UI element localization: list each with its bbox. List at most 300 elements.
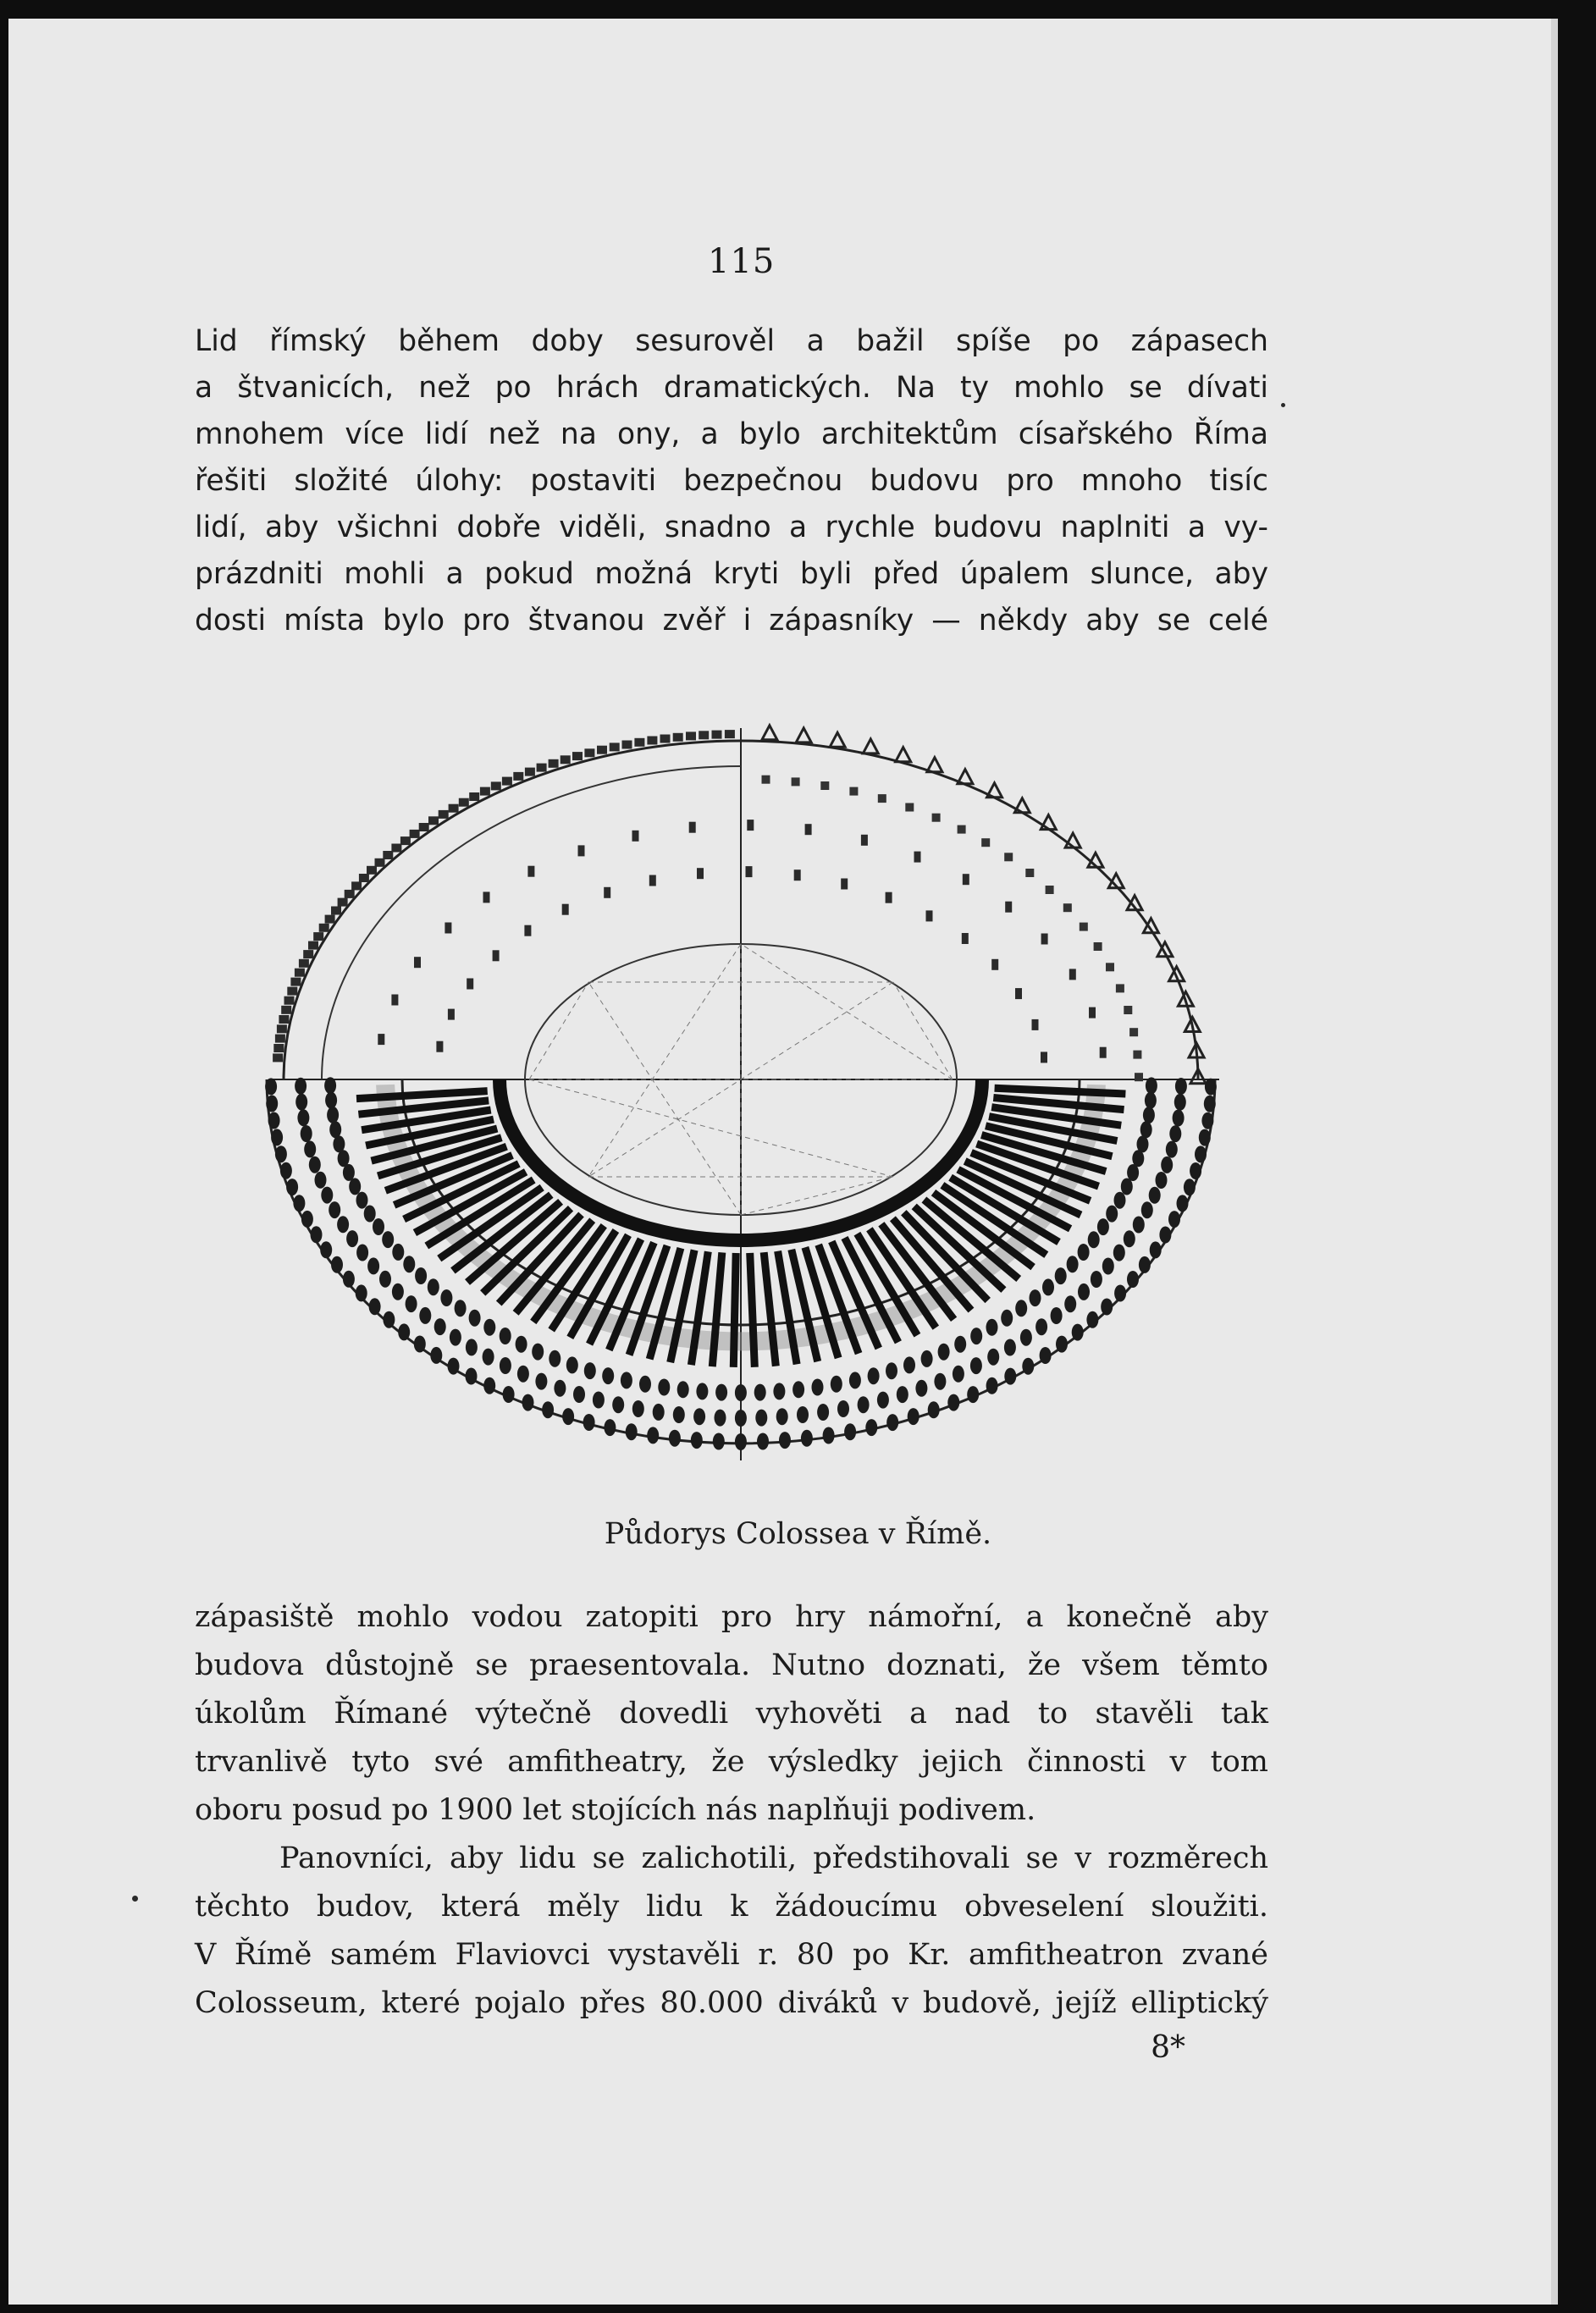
pier-mark [1161, 1156, 1173, 1173]
outer-wall-fragment [273, 1053, 283, 1062]
pier-mark [1040, 1347, 1052, 1364]
outer-wall-fragment [686, 731, 696, 740]
construction-line [588, 944, 741, 1177]
pier-mark [970, 1357, 982, 1374]
text-line: Panovníci, aby lidu se zalichotili, předstihovali se v rozměrech [279, 1841, 1268, 1875]
pier-mark [532, 1344, 544, 1361]
pier-mark [1133, 1217, 1145, 1234]
pier-mark [522, 1394, 534, 1411]
pier-mark [1022, 1358, 1034, 1375]
paragraph-2 [195, 1593, 1268, 2028]
pier-mark [500, 1357, 511, 1374]
outer-wall-fragment [359, 874, 369, 882]
pier-mark [392, 1283, 404, 1300]
pier-mark [1055, 1267, 1067, 1284]
pier-mark [1168, 1211, 1180, 1228]
arch-mark [1041, 815, 1056, 830]
pier-mark [691, 1432, 703, 1449]
pier-mark [963, 874, 969, 885]
pier-mark [1063, 903, 1072, 912]
pier-mark [469, 1310, 481, 1327]
outer-wall-fragment [345, 890, 355, 898]
radial-wall [750, 1253, 755, 1367]
radial-wall [733, 1253, 736, 1367]
pier-mark [266, 1096, 278, 1112]
pier-mark [271, 1129, 283, 1145]
outer-wall-fragment [331, 907, 341, 915]
pier-mark [958, 825, 966, 834]
pier-mark [1124, 1006, 1132, 1014]
outer-wall-fragment [634, 738, 644, 747]
outer-wall-fragment [428, 816, 439, 825]
pier-mark [414, 1336, 426, 1353]
outer-wall-fragment [319, 924, 329, 932]
pier-mark [356, 1192, 368, 1209]
pier-mark [868, 1367, 880, 1384]
pier-mark [554, 1380, 566, 1397]
pier-mark [325, 1092, 337, 1109]
pier-mark [812, 1379, 824, 1396]
pier-mark [776, 1408, 788, 1425]
outer-wall-fragment [400, 836, 411, 845]
outer-wall-fragment [622, 741, 632, 749]
outer-wall-fragment [597, 746, 607, 754]
pier-mark [986, 1377, 998, 1394]
pier-mark [970, 1328, 982, 1344]
outer-wall-fragment [351, 881, 362, 890]
outer-wall-fragment [303, 950, 313, 958]
pier-mark [1102, 1258, 1114, 1275]
pier-mark [329, 1201, 340, 1218]
pier-mark [1078, 1244, 1090, 1261]
pier-mark [549, 1350, 561, 1367]
outer-wall-fragment [480, 787, 490, 796]
pier-mark [1041, 1052, 1047, 1063]
outer-wall-fragment [279, 1015, 289, 1024]
pier-mark [1020, 1329, 1032, 1346]
pier-mark [981, 838, 990, 847]
pier-mark [861, 835, 868, 846]
text-line: prázdniti mohli a pokud možná kryti byli před úpalem slunce, aby [195, 557, 1268, 591]
pier-mark [632, 831, 639, 842]
pier-mark [1135, 1073, 1143, 1081]
pier-mark [1100, 1047, 1107, 1058]
pier-mark [1089, 1007, 1096, 1018]
pier-mark [440, 1289, 452, 1306]
outer-wall-fragment [513, 772, 523, 781]
pier-mark [1145, 1092, 1157, 1109]
pier-mark [757, 1433, 769, 1450]
pier-mark [1133, 1051, 1141, 1059]
radial-wall [356, 1091, 488, 1099]
text-line: těchto budov, která měly lidu k žádoucímu obveselení sloužiti. [195, 1890, 1268, 1924]
outer-wall-fragment [647, 737, 657, 745]
pier-mark [1001, 1310, 1013, 1327]
pier-mark [1184, 1179, 1196, 1195]
outer-wall-fragment [308, 941, 318, 950]
text-line: Colosseum, které pojalo přes 80.000 diváků v budově, jejíž elliptický [195, 1986, 1268, 2020]
arch-mark [896, 748, 911, 762]
pier-mark [792, 777, 800, 786]
pier-mark [823, 1427, 835, 1444]
pier-mark [1195, 1145, 1207, 1162]
pier-mark [1190, 1162, 1201, 1179]
pier-mark [639, 1376, 651, 1393]
pier-mark [392, 1244, 404, 1261]
outer-wall-fragment [439, 810, 449, 819]
pier-mark [583, 1414, 595, 1431]
pier-mark [1097, 1218, 1109, 1235]
pier-mark [1114, 1285, 1126, 1302]
pier-mark [735, 1433, 747, 1450]
pier-mark [747, 820, 754, 831]
pier-mark [483, 1349, 494, 1366]
pier-mark [1159, 1227, 1171, 1244]
pier-mark [1042, 1278, 1054, 1295]
outer-wall-fragment [459, 798, 469, 807]
pier-mark [1086, 1311, 1098, 1328]
outer-wall-fragment [375, 858, 385, 867]
arch-mark [830, 732, 845, 747]
pier-mark [658, 1379, 670, 1396]
pier-mark [578, 845, 585, 856]
pier-mark [1139, 1256, 1151, 1273]
outer-wall-fragment [313, 932, 323, 941]
pier-mark [584, 1362, 596, 1379]
outer-wall-fragment [725, 730, 735, 738]
pier-mark [356, 1284, 367, 1301]
outer-wall-fragment [391, 844, 401, 853]
pier-mark [612, 1396, 624, 1413]
pier-mark [715, 1410, 726, 1427]
text-line: dosti místa bylo pro štvanou zvěř i zápasníky — někdy aby se celé [195, 604, 1268, 638]
pier-mark [1140, 1121, 1152, 1138]
pier-mark [1004, 853, 1013, 861]
pier-mark [934, 1373, 946, 1390]
pier-mark [329, 1121, 341, 1138]
pier-mark [434, 1318, 446, 1335]
pier-mark [268, 1112, 280, 1129]
pier-mark [713, 1433, 725, 1450]
pier-mark [696, 1383, 708, 1399]
pier-mark [621, 1372, 632, 1388]
pier-mark [886, 1362, 897, 1379]
inner-wall-arc [322, 766, 741, 1079]
pier-mark [986, 1319, 998, 1336]
pier-mark [1204, 1096, 1216, 1112]
pier-mark [414, 957, 421, 968]
scan-speck [1281, 403, 1285, 407]
pier-mark [391, 995, 398, 1006]
outer-wall-fragment [287, 987, 297, 996]
pier-mark [697, 868, 704, 879]
outer-wall-fragment [275, 1035, 285, 1043]
pier-mark [562, 1408, 574, 1425]
pier-mark [1004, 1368, 1016, 1385]
pier-mark [858, 1396, 870, 1413]
outer-wall-fragment [502, 777, 512, 786]
pier-mark [1113, 1245, 1125, 1261]
pier-mark [349, 1178, 361, 1195]
pier-mark [337, 1216, 349, 1233]
pier-mark [516, 1336, 527, 1353]
text-line: úkolům Římané výtečně dovedli vyhověti a nad to stavěli tak [195, 1697, 1268, 1731]
pier-mark [327, 1107, 339, 1123]
outer-wall-fragment [572, 752, 583, 760]
pier-mark [773, 1383, 785, 1399]
page-number: 115 [708, 242, 776, 281]
pier-mark [297, 1109, 309, 1126]
pier-mark [905, 803, 914, 812]
pier-mark [967, 1386, 979, 1403]
construction-line [588, 982, 741, 1215]
pier-mark [321, 1187, 333, 1204]
signature-mark: 8* [1151, 2030, 1185, 2065]
pier-mark [831, 1376, 842, 1393]
pier-mark [1094, 942, 1102, 951]
outer-wall-fragment [699, 731, 709, 739]
pier-mark [527, 866, 534, 877]
pier-mark [897, 1386, 908, 1403]
pier-mark [1069, 969, 1076, 980]
pier-mark [677, 1381, 689, 1398]
pier-mark [309, 1156, 321, 1173]
pier-mark [524, 925, 531, 936]
pier-mark [275, 1145, 287, 1162]
pier-mark [324, 1077, 336, 1094]
pier-mark [542, 1401, 554, 1418]
pier-mark [755, 1410, 767, 1427]
pier-mark [647, 1427, 659, 1444]
pier-mark [1199, 1129, 1211, 1146]
figure-caption: Půdorys Colossea v Římě. [604, 1517, 992, 1551]
pier-mark [466, 1339, 478, 1355]
pier-mark [1150, 1241, 1162, 1258]
arch-mark [796, 728, 811, 742]
pier-mark [483, 892, 490, 903]
pier-mark [878, 794, 886, 803]
pier-mark [466, 1368, 478, 1385]
pier-mark [293, 1195, 305, 1212]
pier-mark [493, 950, 500, 961]
text-line: budova důstojně se praesentovala. Nutno doznati, že všem těmto [195, 1648, 1268, 1682]
pier-mark [1129, 1028, 1138, 1036]
pier-mark [311, 1226, 323, 1243]
outer-wall-fragment [549, 759, 559, 768]
pier-mark [295, 1094, 307, 1111]
paragraph-1 [195, 318, 1268, 644]
pier-mark [932, 814, 941, 822]
pier-mark [1156, 1172, 1168, 1189]
pier-mark [1106, 1206, 1118, 1223]
pier-mark [632, 1400, 644, 1417]
pier-mark [689, 822, 696, 833]
pier-mark [754, 1384, 766, 1401]
pier-mark [436, 1041, 443, 1052]
pier-mark [849, 787, 858, 796]
pier-mark [844, 1423, 856, 1440]
pier-mark [626, 1423, 638, 1440]
pier-mark [448, 1358, 460, 1375]
pier-mark [1051, 1307, 1063, 1324]
pier-mark [320, 1241, 332, 1258]
pier-mark [794, 869, 801, 880]
pier-mark [1064, 1295, 1076, 1312]
text-line: Lid římský během doby sesurověl a bažil spíše po zápasech [195, 324, 1268, 358]
pier-mark [1067, 1256, 1079, 1272]
pier-mark [1149, 1187, 1161, 1204]
pier-mark [903, 1356, 915, 1373]
pier-mark [602, 1367, 614, 1384]
pier-mark [805, 824, 812, 835]
outer-wall-fragment [673, 733, 683, 742]
pier-mark [1174, 1094, 1186, 1111]
pier-mark [295, 1078, 306, 1095]
outer-wall-fragment [610, 742, 620, 751]
pier-mark [797, 1406, 809, 1423]
pier-mark [566, 1356, 578, 1373]
pier-mark [346, 1230, 358, 1247]
pier-mark [779, 1432, 791, 1449]
pier-mark [1173, 1110, 1185, 1127]
pier-mark [1046, 886, 1054, 894]
pier-mark [419, 1307, 431, 1324]
pier-mark [535, 1373, 547, 1390]
pier-mark [1005, 902, 1012, 913]
pier-mark [448, 1009, 455, 1020]
text-line: řešiti složité úlohy: postaviti bezpečnou budovu pro mnoho tisíc [195, 464, 1268, 498]
outer-wall-fragment [295, 969, 305, 977]
pier-mark [938, 1344, 950, 1361]
pier-mark [356, 1245, 368, 1261]
pier-mark [962, 933, 969, 944]
construction-line [893, 982, 953, 1079]
pier-mark [762, 776, 770, 784]
pier-mark [746, 866, 753, 877]
pier-mark [1088, 1231, 1100, 1248]
construction-line [529, 1079, 893, 1177]
pier-mark [1146, 1077, 1157, 1094]
pier-mark [304, 1140, 316, 1157]
pier-mark [1114, 1192, 1126, 1209]
pier-mark [1127, 1164, 1139, 1181]
pier-mark [792, 1381, 804, 1398]
pier-mark [1056, 1336, 1068, 1353]
text-line: a štvanicích, než po hrách dramatických. Na ty mohlo se dívati [195, 371, 1268, 405]
pier-mark [398, 1323, 410, 1340]
pier-mark [1116, 984, 1124, 992]
pier-mark [1015, 988, 1022, 999]
scan-edge [1551, 19, 1558, 2305]
pier-mark [343, 1271, 355, 1288]
pier-mark [1080, 923, 1088, 931]
outer-wall-fragment [284, 996, 295, 1005]
pier-mark [1035, 1318, 1047, 1335]
pier-mark [333, 1135, 345, 1152]
pier-mark [849, 1372, 861, 1388]
pier-mark [445, 923, 451, 934]
pier-mark [430, 1347, 442, 1364]
pier-mark [865, 1419, 877, 1436]
pier-mark [1121, 1179, 1133, 1195]
pier-mark [382, 1231, 394, 1248]
pier-mark [1169, 1125, 1181, 1142]
pier-mark [604, 1419, 616, 1436]
pier-mark [908, 1408, 919, 1425]
pier-mark [286, 1179, 298, 1195]
pier-mark [947, 1394, 959, 1411]
arch-mark [762, 726, 777, 740]
pier-mark [915, 1380, 927, 1397]
arch-mark [927, 758, 942, 772]
pier-mark [921, 1350, 933, 1367]
pier-mark [373, 1218, 384, 1235]
outer-wall-fragment [290, 978, 301, 986]
pier-mark [877, 1392, 889, 1409]
pier-mark [604, 887, 610, 898]
pier-mark [364, 1206, 376, 1223]
outer-wall-fragment [469, 792, 479, 801]
outer-wall-fragment [410, 830, 420, 838]
outer-wall-fragment [367, 866, 377, 875]
pier-mark [1101, 1299, 1113, 1316]
pier-mark [1078, 1283, 1090, 1300]
outer-wall-fragment [584, 748, 594, 757]
pier-mark [301, 1125, 312, 1142]
pier-mark [673, 1406, 685, 1423]
pier-mark [315, 1172, 327, 1189]
pier-mark [1175, 1078, 1187, 1095]
pier-mark [500, 1328, 511, 1344]
pier-mark [1201, 1112, 1213, 1129]
pier-mark [562, 904, 569, 915]
pier-mark [801, 1430, 813, 1447]
arch-mark [958, 770, 973, 784]
pier-mark [1127, 1271, 1139, 1288]
pier-mark [837, 1400, 849, 1417]
pier-mark [467, 979, 473, 990]
text-line: oboru posud po 1900 let stojících nás naplňuji podivem. [195, 1793, 1036, 1827]
pier-mark [483, 1319, 495, 1336]
outer-wall-fragment [712, 731, 722, 739]
pier-mark [1032, 1019, 1039, 1030]
pier-mark [886, 1414, 898, 1431]
text-line: V Římě samém Flaviovci vystavěli r. 80 po Kr. amfitheatron zvané [195, 1938, 1268, 1972]
pier-mark [383, 1311, 395, 1328]
pier-mark [1015, 1300, 1027, 1317]
text-line: zápasiště mohlo vodou zatopiti pro hry námořní, a konečně aby [195, 1600, 1268, 1634]
pier-mark [653, 1404, 665, 1421]
floor-plan-drawing [258, 694, 1232, 1490]
pier-mark [593, 1392, 605, 1409]
pier-mark [378, 1034, 384, 1045]
arch-mark [1014, 798, 1030, 813]
pier-mark [415, 1267, 427, 1284]
pier-mark [886, 892, 892, 903]
pier-mark [669, 1430, 681, 1447]
outer-wall-fragment [449, 804, 459, 813]
pier-mark [914, 852, 921, 863]
pier-mark [455, 1300, 467, 1317]
outer-wall-fragment [325, 915, 335, 924]
pier-mark [954, 1336, 966, 1353]
pier-mark [406, 1295, 417, 1312]
pier-mark [1072, 1324, 1084, 1341]
pier-mark [693, 1408, 705, 1425]
pier-mark [331, 1256, 343, 1273]
arch-mark [987, 783, 1002, 798]
pier-mark [1141, 1201, 1153, 1218]
